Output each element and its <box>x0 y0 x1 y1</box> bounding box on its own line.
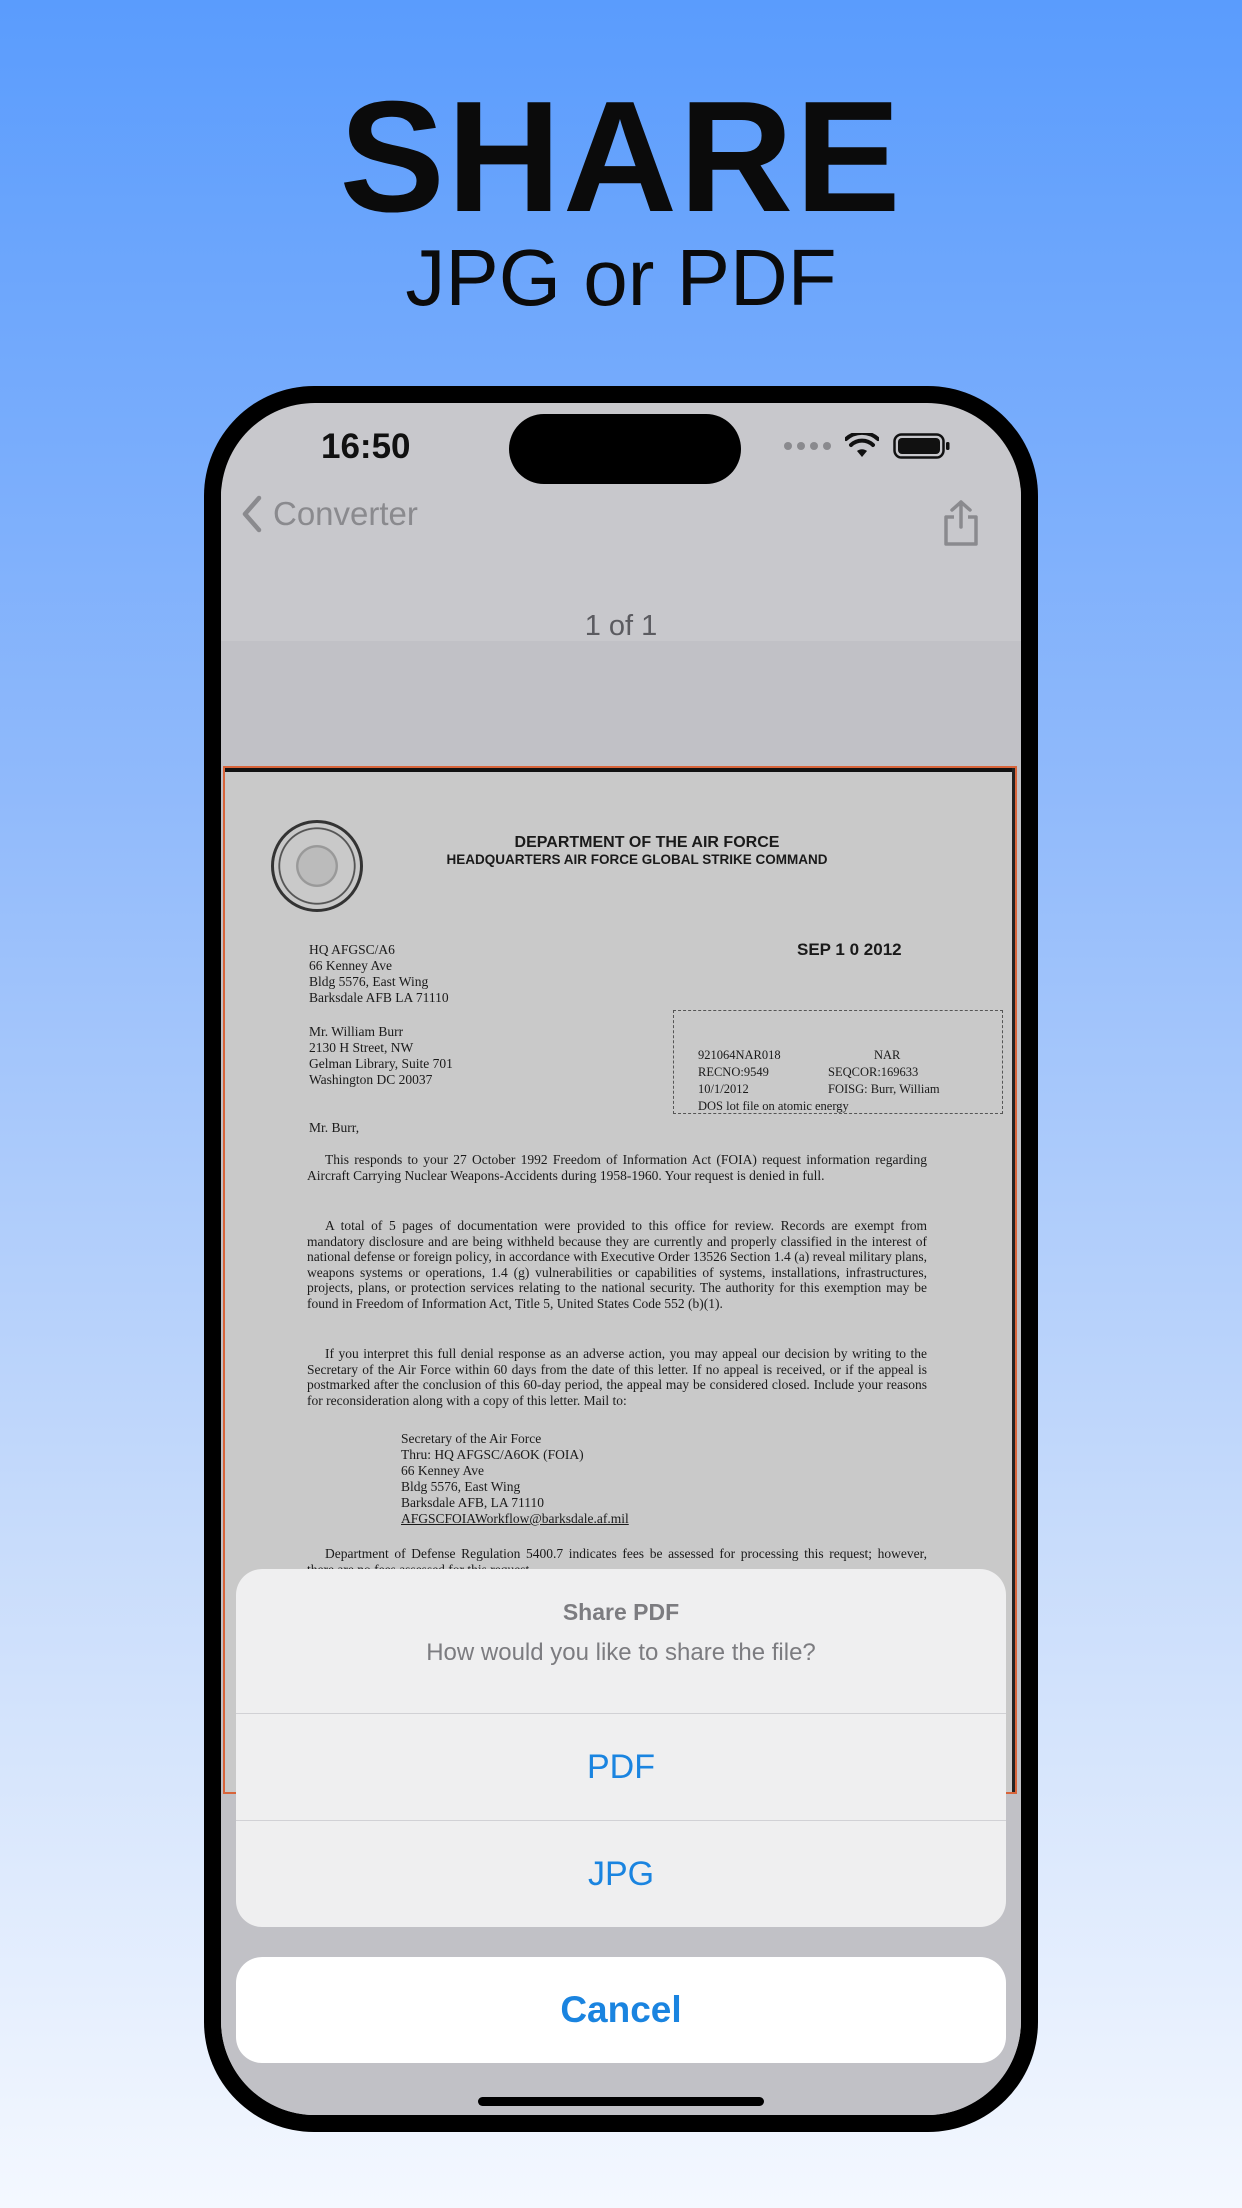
phone-screen <box>221 403 1021 2115</box>
back-button-label: Converter <box>273 495 418 532</box>
records-stamp <box>673 1010 1003 1114</box>
stamp-text: DOS lot file on atomic energy <box>698 1099 849 1113</box>
action-sheet-title: Share PDF <box>562 1599 680 1625</box>
address-line: Washington DC 20037 <box>309 1072 433 1087</box>
address-line: HQ AFGSC/A6 <box>309 942 395 957</box>
stamp-text: SEQCOR:169633 <box>828 1065 919 1079</box>
share-icon <box>941 499 981 547</box>
letter-paragraph: A total of 5 pages of documentation were provided to this office for review. Records are exempt from mandatory disclosure and are being withheld because they are currently and properly classified in the interest of national defense or foreign policy, in accordance with Executive Order 13526 Section 1.4 (a) reveal military plans, weapons systems or operations, 1.4 (g) vulnerabilities or capabilities of systems, installations, infrastructures, projects, plans, or protection services relating to the national security. The authority for this exemption may be found in Freedom of Information Act, Title 5, United States Code 552 (b)(1). <box>307 1218 927 1311</box>
address-line: Bldg 5576, East Wing <box>309 974 429 989</box>
signal-icon <box>784 442 831 450</box>
status-time: 16:50 <box>321 427 411 466</box>
share-button[interactable] <box>941 499 981 552</box>
dynamic-island <box>509 414 741 484</box>
wifi-icon <box>845 433 879 459</box>
address-line: Bldg 5576, East Wing <box>401 1479 521 1494</box>
page-indicator: 1 of 1 <box>584 610 658 642</box>
stamp-text: RECNO:9549 <box>698 1065 769 1079</box>
back-button[interactable] <box>241 495 418 533</box>
letter-date: SEP 1 0 2012 <box>797 940 902 959</box>
chevron-left-icon <box>241 495 263 533</box>
stamp-text: NAR <box>874 1048 901 1062</box>
hero-subtitle: JPG or PDF <box>405 233 837 322</box>
document-edge <box>1012 768 1015 1792</box>
share-jpg-button[interactable]: JPG <box>236 1820 1006 1927</box>
email-link: AFGSCFOIAWorkflow@barksdale.af.mil <box>401 1511 629 1526</box>
status-indicators <box>784 433 951 459</box>
battery-icon <box>893 433 951 459</box>
stamp-text: FOISG: Burr, William <box>828 1082 940 1096</box>
address-line: Thru: HQ AFGSC/A6OK (FOIA) <box>401 1447 584 1462</box>
address-line: Mr. William Burr <box>309 1024 404 1039</box>
share-pdf-button[interactable]: PDF <box>236 1713 1006 1820</box>
home-indicator[interactable] <box>478 2097 764 2106</box>
from-address <box>309 942 449 1006</box>
cancel-button[interactable]: Cancel <box>236 1957 1006 2063</box>
letter-paragraph: If you interpret this full denial response as an adverse action, you may appeal our decision by writing to the Secretary of the Air Force within 60 days from the date of this letter. If no appeal is received, or if the appeal is postmarked after the conclusion of this 60-day period, the appeal may be considered closed. Include your reasons for reconsideration along with a copy of this letter. Mail to: <box>307 1346 927 1408</box>
address-line: Barksdale AFB, LA 71110 <box>401 1495 544 1510</box>
letterhead <box>225 834 1017 867</box>
address-line: 66 Kenney Ave <box>309 958 392 973</box>
document-edge <box>225 768 1015 772</box>
stamp-text: 10/1/2012 <box>698 1082 749 1096</box>
address-line: 66 Kenney Ave <box>401 1463 484 1478</box>
hero-title: SHARE <box>339 69 903 245</box>
mailing-address <box>401 1431 629 1527</box>
letter-paragraph: This responds to your 27 October 1992 Freedom of Information Act (FOIA) request information regarding Aircraft Carrying Nuclear Weapons-Accidents during 1958-1960. Your request is denied in full. <box>307 1152 927 1183</box>
address-line: Secretary of the Air Force <box>401 1431 542 1446</box>
stamp-text: 921064NAR018 <box>698 1048 781 1062</box>
share-action-sheet <box>236 1569 1006 1927</box>
salutation: Mr. Burr, <box>309 1120 360 1135</box>
letterhead-line2: HEADQUARTERS AIR FORCE GLOBAL STRIKE COMMAND <box>446 852 828 867</box>
address-line: 2130 H Street, NW <box>309 1040 414 1055</box>
address-line: Barksdale AFB LA 71110 <box>309 990 449 1005</box>
to-address <box>309 1024 453 1088</box>
action-sheet-message: How would you like to share the file? <box>426 1639 816 1666</box>
letterhead-line1: DEPARTMENT OF THE AIR FORCE <box>514 834 780 851</box>
letter-paragraph: Department of Defense Regulation 5400.7 indicates fees be assessed for processing this request; however, <box>325 1546 927 1561</box>
phone-frame <box>204 386 1038 2132</box>
address-line: Gelman Library, Suite 701 <box>309 1056 453 1071</box>
